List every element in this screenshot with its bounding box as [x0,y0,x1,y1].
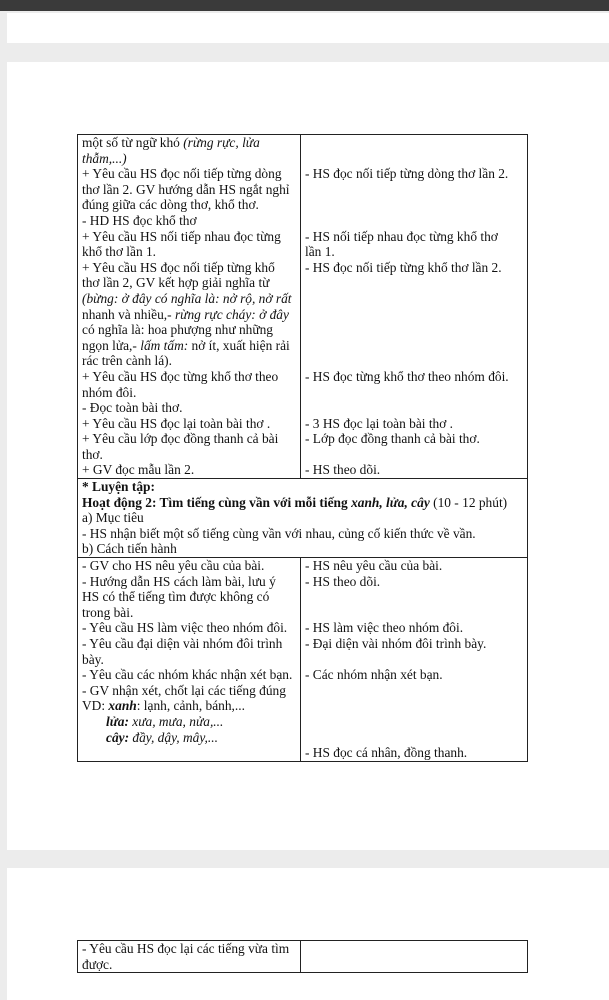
list-item: - Lớp đọc đồng thanh cả bài thơ. [305,431,480,447]
list-item: - HS nêu yêu cầu của bài. [305,558,443,574]
student-activities-cell [301,941,528,973]
list-item: đúng giữa các dòng thơ, khổ thơ. [82,197,259,213]
list-item: - 3 HS đọc lại toàn bài thơ . [305,415,454,431]
table-row [78,558,528,762]
list-item: rác trên cành lá). [82,353,172,369]
teacher-activities-cell [78,135,301,479]
list-item: - HS đọc nối tiếp từng dòng thơ lần 2. [305,166,509,182]
list-item: thơ lần 2, GV kết hợp giải nghĩa từ [82,275,270,291]
list-item: - HS nối tiếp nhau đọc từng khổ thơ [305,228,498,244]
table-row [78,479,528,558]
table-row [78,135,528,479]
objective-title: a) Mục tiêu [82,510,144,526]
section-heading: * Luyện tập: [82,479,155,495]
list-item: + Yêu cầu HS đọc nối tiếp từng dòng [82,166,282,182]
list-item: bày. [82,651,104,667]
list-item: + Yêu cầu lớp đọc đồng thanh cả bài [82,431,279,447]
student-activities-cell [301,135,528,479]
list-item: thơ. [82,446,103,462]
list-item: - HD HS đọc khổ thơ [82,212,197,228]
list-item: + GV đọc mẫu lần 2. [82,462,195,478]
page-sheet-top [7,13,609,43]
procedure-title: b) Cách tiến hành [82,541,177,557]
list-item: - HS đọc cá nhân, đồng thanh. [305,745,468,761]
page-sheet-next[interactable] [7,868,609,1000]
list-item: trong bài. [82,604,134,620]
activity-title: Hoạt động 2: Tìm tiếng cùng vần với mỗi tiếng xanh, lửa, cây (10 - 12 phút) [82,494,508,510]
list-item: - Yêu cầu HS làm việc theo nhóm đôi. [82,620,288,636]
list-item: thơ lần 2. GV hướng dẫn HS ngắt nghỉ [82,181,290,197]
practice-header-cell [78,479,528,558]
list-item: (bừng: ở đây có nghĩa là: nở rộ, nở rất [82,290,292,306]
list-item: + Yêu cầu HS đọc lại toàn bài thơ . [82,415,271,431]
list-item: - GV nhận xét, chốt lại các tiếng đúng [82,682,286,698]
list-item: ngọn lửa,- lấm tấm: nở ít, xuất hiện rải [82,337,290,353]
example-cay: cây: đầy, dậy, mây,... [106,729,218,745]
list-item: HS có thể tiếng tìm được không có [82,589,270,605]
list-item: - Yêu cầu các nhóm khác nhận xét bạn. [82,667,293,683]
list-item: được. [82,956,113,972]
objective-text: - HS nhận biết một số tiếng cùng vần với nhau, củng cố kiến thức về vần. [82,525,476,541]
list-item: một số từ ngữ khó (rừng rực, lửa [82,135,260,150]
teacher-activities-cell [78,558,301,762]
list-item: + Yêu cầu HS đọc nối tiếp từng khổ [82,259,275,275]
list-item: - HS theo dõi. [305,573,381,589]
list-item: - HS đọc từng khổ thơ theo nhóm đôi. [305,368,509,384]
list-item: + Yêu cầu HS nối tiếp nhau đọc từng [82,228,281,244]
viewer-top-bar [0,0,609,11]
list-item: - Yêu cầu đại diện vài nhóm đôi trình [82,636,283,651]
table-row [78,941,528,973]
list-item: - HS đọc nối tiếp từng khổ thơ lần 2. [305,259,502,275]
teacher-activities-cell [78,941,301,973]
list-item: lần 1. [305,244,335,260]
example-xanh: VD: xanh: lạnh, cảnh, bánh,... [82,698,245,714]
list-item: nhanh và nhiều,- rừng rực cháy: ở đây [82,306,289,322]
list-item: - Các nhóm nhận xét bạn. [305,667,443,683]
list-item: - HS theo dõi. [305,462,381,478]
lesson-table-continued [77,940,528,973]
list-item: - GV cho HS nêu yêu cầu của bài. [82,558,265,574]
list-item: thẫm,...) [82,150,127,166]
example-lua: lửa: xưa, mưa, nửa,... [106,713,224,729]
list-item: - Yêu cầu HS đọc lại các tiếng vừa tìm [82,941,290,956]
list-item: - Đại diện vài nhóm đôi trình bày. [305,636,487,651]
list-item: + Yêu cầu HS đọc từng khổ thơ theo [82,368,279,384]
list-item: khổ thơ lần 1. [82,244,157,260]
student-activities-cell [301,558,528,762]
list-item: nhóm đôi. [82,384,137,400]
lesson-table [77,134,528,762]
list-item: - Hướng dẫn HS cách làm bài, lưu ý [82,573,276,589]
list-item: - Đọc toàn bài thơ. [82,400,183,416]
list-item: - HS làm việc theo nhóm đôi. [305,620,464,636]
list-item: có nghĩa là: hoa phượng như những [82,322,273,338]
